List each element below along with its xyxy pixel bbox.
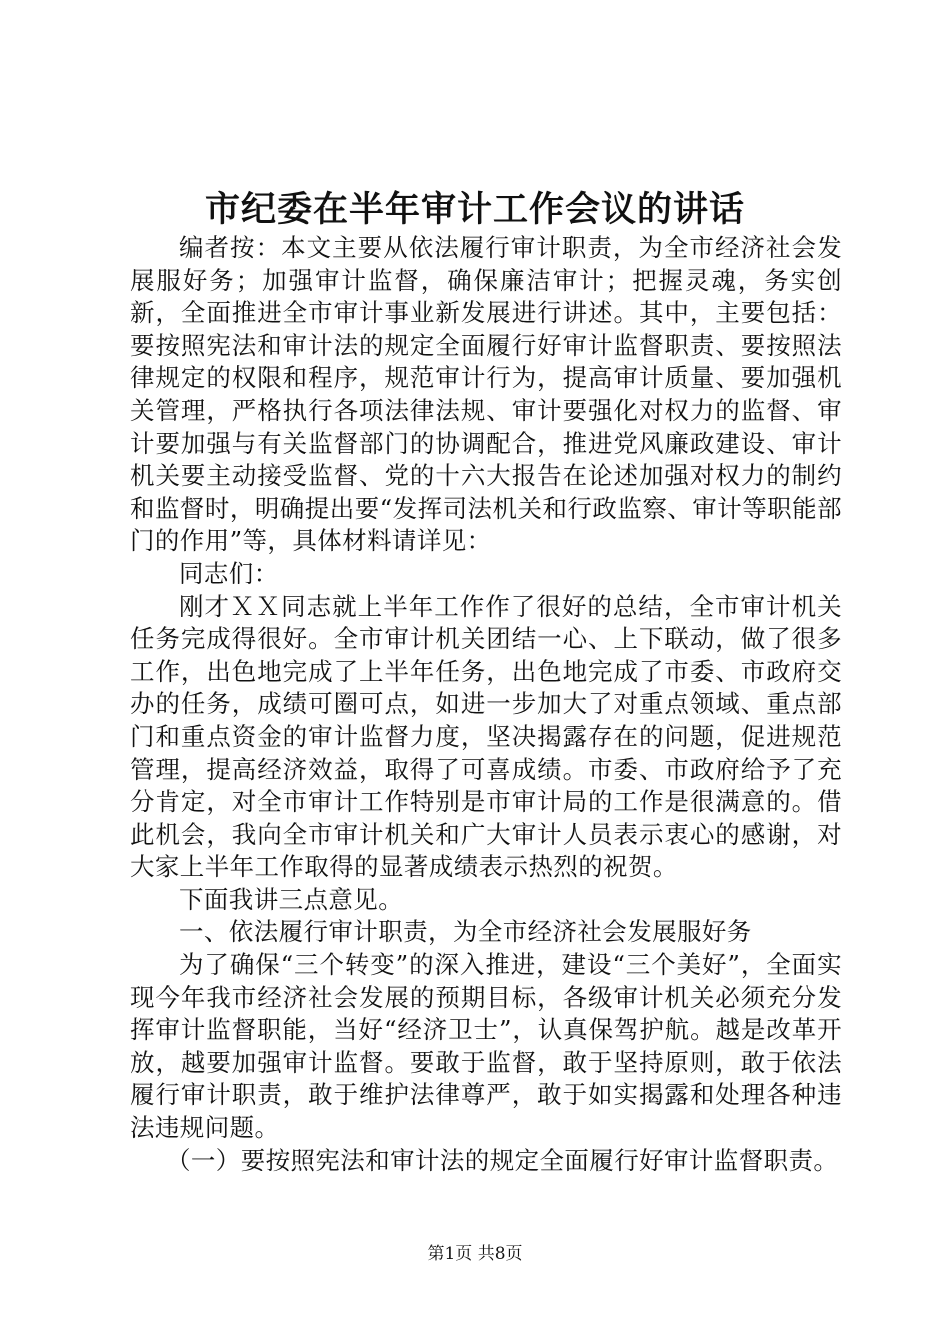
salutation-paragraph: 同志们： (179, 558, 279, 588)
subsection-heading-1: （一）要按照宪法和审计法的规定全面履行好审计监督职责。 (166, 1145, 839, 1175)
document-title: 市纪委在半年审计工作会议的讲话 (204, 189, 745, 230)
section-heading-1: 一、依法履行审计职责，为全市经济社会发展服好务 (179, 917, 752, 947)
section-1-paragraph: 为了确保“三个转变”的深入推进，建设“三个美好”，全面实现今年我市经济社会发展的预期目标，各级审计机关必须充分发挥审计监督职能，当好“经济卫士”，认真保驾护航。越是改革开放，越要加强审计监督。要敢于监督，敢于坚持原则，敢于依法履行审计职责，敢于维护法律尊严，敢于如实揭露和处理各种违法违规问题。 (130, 950, 842, 1143)
intro-paragraph: 下面我讲三点意见。 (179, 884, 404, 914)
editor-note-paragraph: 编者按：本文主要从依法履行审计职责，为全市经济社会发展服好务；加强审计监督，确保廉洁审计；把握灵魂，务实创新，全面推进全市审计事业新发展进行讲述。其中，主要包括：要按照宪法和审计法的规定全面履行好审计监督职责、要按照法律规定的权限和程序，规范审计行为，提高审计质量、要加强机关管理，严格执行各项法律法规、审计要强化对权力的监督、审计要加强与有关监督部门的协调配合，推进党风廉政建设、审计机关要主动接受监督、党的十六大报告在论述加强对权力的制约和监督时，明确提出要“发挥司法机关和行政监察、审计等职能部门的作用”等，具体材料请详见： (130, 233, 842, 556)
document-body (130, 232, 842, 1177)
page-footer: 第1页 共8页 (427, 1244, 523, 1264)
summary-paragraph: 刚才ＸＸ同志就上半年工作作了很好的总结，全市审计机关任务完成得很好。全市审计机关团结一心、上下联动，做了很多工作，出色地完成了上半年任务，出色地完成了市委、市政府交办的任务，成绩可圈可点，如进一步加大了对重点领域、重点部门和重点资金的审计监督力度，坚决揭露存在的问题，促进规范管理，提高经济效益，取得了可喜成绩。市委、市政府给予了充分肯定，对全市审计工作特别是市审计局的工作是很满意的。借此机会，我向全市审计机关和广大审计人员表示衷心的感谢，对大家上半年工作取得的显著成绩表示热烈的祝贺。 (130, 591, 842, 882)
